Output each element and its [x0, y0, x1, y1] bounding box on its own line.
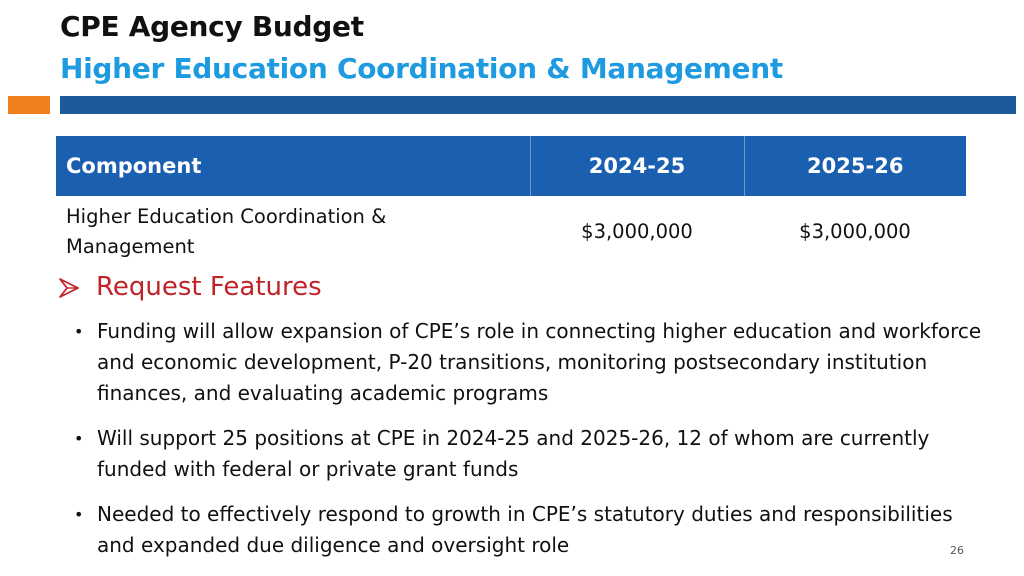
- page-number: 26: [950, 544, 964, 557]
- cell-component: Higher Education Coordination & Management: [66, 205, 387, 258]
- bullet-dot-icon: •: [74, 505, 84, 524]
- cell-amount-2025-26: $3,000,000: [799, 220, 911, 243]
- list-item: [70, 316, 990, 409]
- bullet-dot-icon: •: [74, 322, 84, 341]
- budget-table: [56, 136, 966, 268]
- slide-title: CPE Agency Budget: [60, 10, 364, 43]
- bullet-dot-icon: •: [74, 429, 84, 448]
- list-item: [70, 423, 990, 485]
- request-features-heading: [58, 272, 322, 302]
- list-item-text: Needed to effectively respond to growth in CPE’s statutory duties and responsibilities and expanded due diligence and oversight role: [97, 502, 953, 557]
- header-component: Component: [56, 136, 530, 196]
- accent-bar-orange: [8, 96, 50, 114]
- accent-bar-blue: [60, 96, 1016, 114]
- list-item-text: Will support 25 positions at CPE in 2024-25 and 2025-26, 12 of whom are currently funded with federal or private grant funds: [97, 426, 930, 481]
- slide-subtitle: Higher Education Coordination & Management: [60, 52, 783, 85]
- table-row: [56, 196, 966, 268]
- request-features-heading-text: Request Features: [96, 272, 322, 302]
- header-2024-25: 2024-25: [530, 136, 744, 196]
- list-item-text: Funding will allow expansion of CPE’s role in connecting higher education and workforce and economic development, P-20 transitions, monitoring postsecondary institution finances, and evaluating academic programs: [97, 319, 982, 405]
- arrowhead-right-icon: [58, 277, 80, 299]
- request-features-list: [70, 316, 990, 575]
- list-item: [70, 499, 990, 561]
- cell-amount-2024-25: $3,000,000: [581, 220, 693, 243]
- table-header-row: [56, 136, 966, 196]
- header-2025-26: 2025-26: [744, 136, 966, 196]
